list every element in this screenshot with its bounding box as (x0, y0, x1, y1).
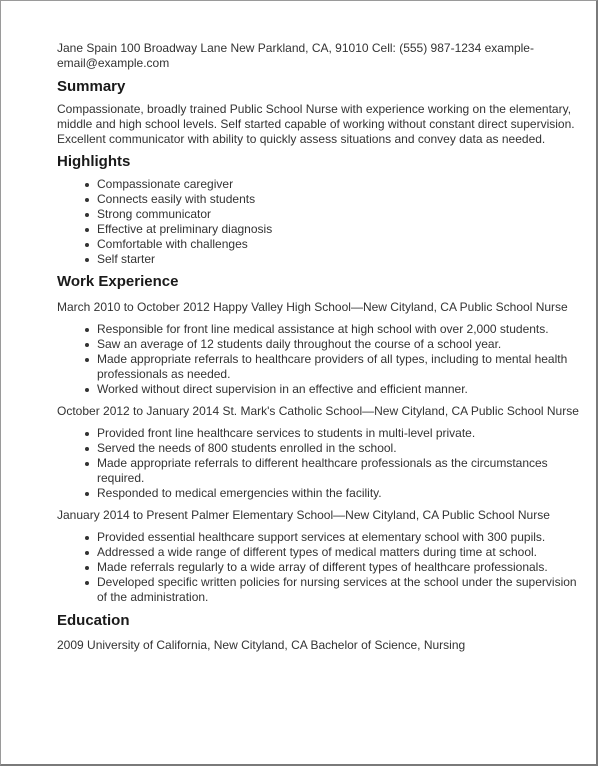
work-experience-heading: Work Experience (57, 273, 179, 290)
education-heading: Education (57, 612, 130, 629)
list-item: Strong communicator (97, 207, 582, 222)
list-item: Self starter (97, 252, 582, 267)
list-item: Served the needs of 800 students enrolled in the school. (97, 441, 582, 456)
list-item: Responded to medical emergencies within the facility. (97, 486, 582, 501)
summary-text: Compassionate, broadly trained Public School Nurse with experience working on the elementary, middle and high school levels. Self started capable of working without constant direct supervision. Excellent communicator with ability to quickly assess situations and convey data as needed. (57, 102, 575, 146)
list-item: Developed specific written policies for nursing services at the school under the supervision of the administration. (97, 575, 582, 605)
highlights-heading: Highlights (57, 153, 131, 170)
list-item: Responsible for front line medical assistance at high school with over 2,000 students. (97, 322, 582, 337)
job-header: March 2010 to October 2012 Happy Valley High School—New Cityland, CA Public School Nurse (57, 300, 568, 314)
list-item: Compassionate caregiver (97, 177, 582, 192)
summary-heading: Summary (57, 78, 126, 95)
list-item: Provided front line healthcare services to students in multi-level private. (97, 426, 582, 441)
job-bullets (57, 322, 582, 397)
list-item: Made referrals regularly to a wide array of different types of healthcare professionals. (97, 560, 582, 575)
list-item: Effective at preliminary diagnosis (97, 222, 582, 237)
job-bullets (57, 426, 582, 501)
list-item: Comfortable with challenges (97, 237, 582, 252)
job-header: January 2014 to Present Palmer Elementary School—New Cityland, CA Public School Nurse (57, 508, 550, 522)
list-item: Made appropriate referrals to healthcare providers of all types, including to mental health professionals as needed. (97, 352, 582, 382)
list-item: Connects easily with students (97, 192, 582, 207)
list-item: Made appropriate referrals to different healthcare professionals as the circumstances required. (97, 456, 582, 486)
education-text: 2009 University of California, New Cityland, CA Bachelor of Science, Nursing (57, 638, 466, 652)
list-item: Saw an average of 12 students daily throughout the course of a school year. (97, 337, 582, 352)
highlights-list (57, 177, 582, 267)
list-item: Worked without direct supervision in an effective and efficient manner. (97, 382, 582, 397)
contact-info: Jane Spain 100 Broadway Lane New Parkland, CA, 91010 Cell: (555) 987-1234 example-email@example.com (57, 41, 534, 70)
list-item: Provided essential healthcare support services at elementary school with 300 pupils. (97, 530, 582, 545)
job-bullets (57, 530, 582, 605)
job-header: October 2012 to January 2014 St. Mark's Catholic School—New Cityland, CA Public School Nurse (57, 404, 579, 418)
list-item: Addressed a wide range of different types of medical matters during time at school. (97, 545, 582, 560)
